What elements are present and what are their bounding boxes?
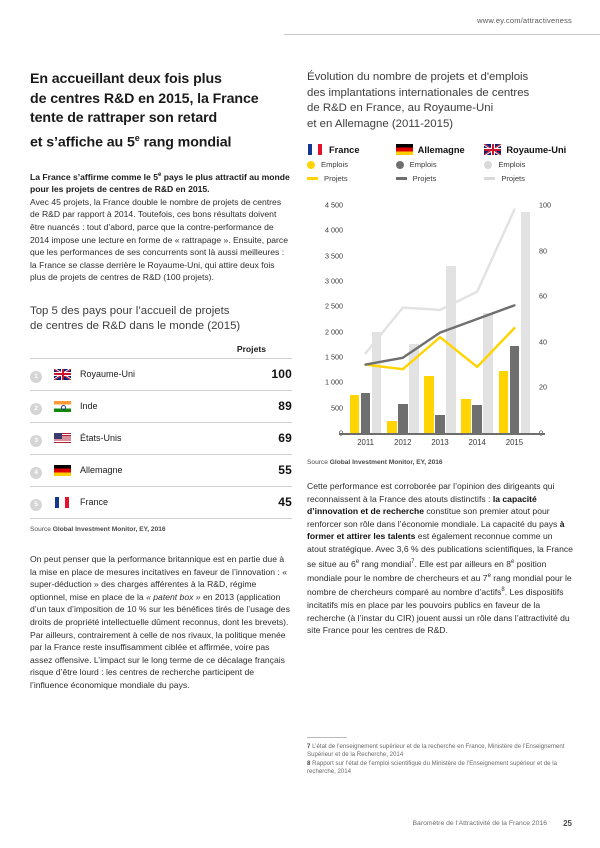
- analysis-text-italic: « patent box »: [146, 591, 201, 602]
- footnote-number: 7: [307, 743, 311, 750]
- footnote-number: 8: [307, 759, 311, 767]
- flag-cell: [54, 486, 80, 518]
- legend-emplois-label: Emplois: [409, 160, 437, 169]
- legend-dash-icon: [484, 177, 495, 180]
- legend-country-label: France: [329, 144, 360, 155]
- footnote-item: [307, 760, 573, 777]
- legend-country: [396, 144, 485, 155]
- commentary-i: rang mondial pour le nombre de chercheurs comparé au nombre d’actifs: [307, 572, 572, 598]
- commentary-bold-1: la capacité d’innovation et de recherche: [307, 493, 537, 517]
- legend-projets-label: Projets: [324, 174, 348, 183]
- top5-source: [30, 526, 292, 533]
- projects-value: 69: [278, 431, 292, 446]
- x-axis-label: 2011: [357, 438, 374, 447]
- analysis-paragraph: [30, 553, 292, 692]
- legend-dash-icon: [307, 177, 318, 180]
- footnote-divider: [307, 737, 347, 738]
- flag-cell: [54, 422, 80, 454]
- x-axis-label: 2013: [431, 438, 449, 447]
- rank-cell: [30, 422, 54, 454]
- headline-ordinal: e: [134, 132, 140, 143]
- legend-group-de: [396, 144, 485, 183]
- source-label: Source: [30, 525, 53, 533]
- lead-text-b: pays le plus attractif au monde pour les projets de centres de R&D en 2015.: [30, 171, 290, 195]
- y-axis-tick-right: 100: [539, 200, 551, 210]
- x-axis-label: 2014: [468, 438, 486, 447]
- analysis-text-a: On peut penser que la performance britannique est en partie due à la mise en place de mesures incitatives en faveur de l’innovation : « super-déduction » des charges afférentes à la R&D, régime optionnel, mise en place de la: [30, 553, 287, 602]
- chart-baseline: [339, 433, 545, 435]
- headline-line-1: En accueillant deux fois plus: [30, 71, 222, 87]
- commentary-ordinal-6: e: [355, 558, 360, 565]
- lead-paragraph: [30, 169, 292, 196]
- rank-cell: [30, 454, 54, 486]
- country-name: Royaume-Uni: [80, 369, 136, 380]
- left-column: [30, 70, 292, 691]
- y-axis-tick-left: 4 500: [325, 200, 343, 210]
- top5-title-line-1: Top 5 des pays pour l’accueil de projets: [30, 304, 230, 317]
- legend-country: [307, 144, 396, 155]
- flag-cell: [54, 454, 80, 486]
- header-url: www.ey.com/attractiveness: [477, 16, 572, 25]
- commentary-ordinal-8: e: [511, 558, 515, 565]
- page-title: [30, 70, 292, 153]
- commentary-f: rang mondial: [359, 558, 412, 569]
- flag-cell: [54, 358, 80, 390]
- legend-group-fr: [307, 144, 396, 183]
- footnote-item: [307, 743, 573, 760]
- y-axis-tick-left: 3 500: [325, 251, 343, 261]
- legend-dot-icon: [396, 161, 404, 169]
- commentary-c: constitue son premier atout pour renforcer son rôle dans l’économie mondiale. La capacité du pays: [307, 506, 560, 529]
- legend-emplois-label: Emplois: [498, 160, 526, 169]
- y-axis-tick-left: 1 500: [325, 352, 343, 362]
- chart-line: [366, 328, 515, 369]
- y-axis-tick-right: 80: [539, 246, 547, 256]
- footnote-list: [307, 743, 573, 777]
- footnote-text: Rapport sur l’état de l’emploi scientifique du Ministère de l’Enseignement supérieur et de la recherche, 2014: [307, 759, 557, 776]
- top5-title: [30, 304, 292, 335]
- y-axis-tick-left: 2 000: [325, 327, 343, 337]
- footnote-ref-8: 8: [501, 587, 505, 594]
- chart-canvas: [347, 205, 533, 433]
- lead-text-a: La France s’affirme comme le 5: [30, 171, 159, 182]
- header-divider: [284, 34, 600, 35]
- table-row: [30, 486, 292, 518]
- legend-emplois-label: Emplois: [321, 160, 349, 169]
- table-row: [30, 454, 292, 486]
- x-axis-label: 2012: [394, 438, 412, 447]
- rank-badge: 5: [30, 499, 42, 511]
- legend-dash-icon: [396, 177, 407, 180]
- table-body: [30, 358, 292, 518]
- legend-projets: [396, 174, 485, 183]
- y-axis-tick-left: 1 000: [325, 377, 343, 387]
- flag-uk-icon: [54, 369, 71, 380]
- table-row: [30, 390, 292, 422]
- rank-cell: [30, 358, 54, 390]
- chart-y-axis-right: [539, 200, 573, 433]
- flag-france-icon: [54, 497, 71, 508]
- footnote-text: L’état de l’enseignement supérieur et de la recherche en France, Ministère de l’Enseignement Supérieur et de la Recherche, 2014: [307, 743, 565, 759]
- projects-value: 55: [278, 463, 292, 478]
- footer-page-number: 25: [563, 819, 572, 828]
- legend-country: [484, 144, 573, 155]
- chart-title-line-3: de R&D en France, au Royaume-Uni: [307, 102, 494, 114]
- chart-source-label: Source: [307, 459, 330, 466]
- commentary-g: . Elle est par ailleurs en 8: [414, 558, 511, 569]
- headline-line-4a: et s’affiche au 5: [30, 134, 135, 151]
- top5-title-line-2: de centres de R&D dans le monde (2015): [30, 320, 241, 333]
- y-axis-tick-right: 20: [539, 382, 547, 392]
- chart-source: [307, 459, 443, 466]
- commentary-j: . Les dispositifs incitatifs mis en place par les pouvoirs publics en faveur de la recherche (à l’instar du CIR) jouent aussi un rôle dans l’attractivité du site France pour les centres de R&D.: [307, 587, 570, 636]
- chart-plot-area: [307, 197, 573, 466]
- headline-line-4b: rang mondial: [139, 134, 232, 151]
- commentary-ordinal-7: e: [487, 573, 491, 580]
- footnotes: [307, 737, 573, 777]
- chart-y-axis-left: [307, 200, 343, 433]
- commentary-paragraph: [307, 480, 573, 637]
- footer-title: Baromètre de l’Attractivité de la France 2016: [412, 820, 547, 827]
- chart-legend: [307, 144, 573, 183]
- flag-india-icon: [54, 401, 71, 412]
- commentary-a: Cette performance est corroborée par l’opinion des dirigeants qui reconnaissent à la France des atouts distinctifs :: [307, 481, 555, 504]
- x-axis-label: 2015: [505, 438, 524, 447]
- y-axis-tick-left: 2 500: [325, 301, 343, 311]
- commentary-e: est également reconnue comme un atout stratégique. Avec 3,6 % des publications scientifiques, la France se situe au 6: [307, 531, 573, 569]
- table-row: [30, 358, 292, 390]
- y-axis-tick-left: 3 000: [325, 276, 343, 286]
- legend-emplois: [396, 160, 485, 169]
- top5-table: [30, 344, 292, 519]
- page-header: [0, 0, 600, 42]
- chart-line: [366, 305, 515, 364]
- intro-paragraph: Avec 45 projets, la France double le nombre de projets de centres de R&D par rapport à 2014. Toutefois, ces bons résultats doivent être nuancés : tout d’abord, parce que la contre-performance de 2014 impose une lecture en forme de « rattrapage ». Ensuite, parce que les performances de ses concurrents sont là aussi meilleures : la France se classe derrière le Royaume-Uni, qui attire deux fois plus de projets de centres de R&D (100 projets).: [30, 196, 288, 283]
- rank-cell: [30, 486, 54, 518]
- flag-france-icon: [307, 144, 324, 155]
- chart-title-line-1: Évolution du nombre de projets et d'emplois: [307, 71, 529, 83]
- legend-projets: [307, 174, 396, 183]
- country-name: Inde: [80, 401, 98, 412]
- y-axis-tick-left: 4 000: [325, 225, 343, 235]
- country-name: Allemagne: [80, 465, 123, 476]
- rank-badge: 2: [30, 403, 42, 415]
- table-header-blank: [30, 344, 186, 359]
- rank-cell: [30, 390, 54, 422]
- legend-country-label: Allemagne: [417, 144, 465, 155]
- right-column: [307, 70, 573, 637]
- table-header-projets: Projets: [236, 343, 266, 354]
- flag-usa-icon: [54, 433, 71, 444]
- legend-projets: [484, 174, 573, 183]
- chart-title-line-2: des implantations internationales de centres: [307, 86, 530, 99]
- footnote-ref-7: 7: [411, 558, 415, 565]
- table-head: [30, 344, 292, 359]
- lead-ordinal: e: [158, 171, 162, 178]
- legend-group-uk: [484, 144, 573, 183]
- analysis-text-b: en 2013 (application d’un taux d’imposition de 10 % sur les bénéfices tirés de l’usage des droits de propriété intellectuelle dûment reconnus, dont les brevets). Par ailleurs, contrairement à celle de nos rivaux, la politique menée par la France reste insuffisamment ciblée et affirmée, voire pas assez offensive. L’impact sur le long terme de ce décalage français risque d’être lourd : les centres de recherche participent de l’influence économique mondiale du pays.: [30, 591, 290, 690]
- commentary-bold-2: à former et attirer les talents: [307, 518, 565, 542]
- legend-dot-icon: [307, 161, 315, 169]
- chart-x-axis: [347, 438, 533, 447]
- flag-cell: [54, 390, 80, 422]
- country-name: France: [80, 497, 109, 508]
- headline-line-3: tente de rattraper son retard: [30, 110, 218, 126]
- legend-dot-icon: [484, 161, 492, 169]
- y-axis-tick-right: 40: [539, 337, 547, 347]
- headline-line-2: de centres R&D en 2015, la France: [30, 90, 259, 107]
- flag-germany-icon: [54, 465, 71, 476]
- table-row: [30, 422, 292, 454]
- projects-value: 45: [278, 495, 292, 510]
- projects-value: 100: [271, 367, 292, 382]
- rank-badge: 1: [30, 371, 42, 383]
- flag-uk-icon: [484, 144, 501, 155]
- chart-line-overlay: [347, 205, 533, 433]
- y-axis-tick-right: 60: [539, 291, 547, 301]
- projects-value: 89: [278, 399, 292, 414]
- flag-germany-icon: [396, 144, 413, 155]
- legend-projets-label: Projets: [412, 174, 437, 183]
- legend-emplois: [307, 160, 396, 169]
- rank-badge: 3: [30, 435, 42, 447]
- legend-emplois: [484, 160, 573, 169]
- y-axis-tick-left: 500: [331, 403, 343, 413]
- source-value: Global Investment Monitor, EY, 2016: [52, 525, 166, 533]
- chart-title: [307, 70, 573, 132]
- chart-title-line-4: et en Allemagne (2011-2015): [307, 117, 454, 130]
- country-name: États-Unis: [80, 433, 122, 444]
- legend-country-label: Royaume-Uni: [506, 144, 567, 155]
- rank-badge: 4: [30, 467, 42, 479]
- chart-source-value: Global Investment Monitor, EY, 2016: [329, 459, 443, 466]
- commentary-h: position mondiale pour le nombre de chercheurs et au 7: [307, 558, 547, 583]
- legend-projets-label: Projets: [501, 174, 525, 183]
